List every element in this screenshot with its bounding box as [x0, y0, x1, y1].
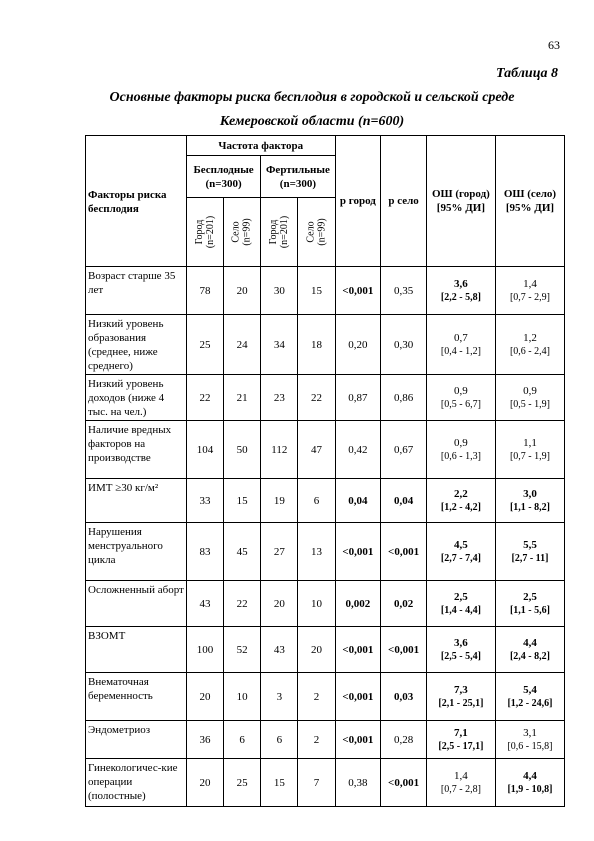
- ci-village-value: [2,7 - 11]: [511, 552, 549, 564]
- frequency-value: 22: [186, 375, 223, 421]
- frequency-value: 22: [298, 375, 335, 421]
- p-city-value: <0,001: [335, 267, 381, 315]
- p-village-value: 0,35: [381, 267, 427, 315]
- or-city-cell: [426, 721, 495, 759]
- or-city-cell: [426, 581, 495, 627]
- ci-village-value: [2,4 - 8,2]: [509, 650, 550, 662]
- p-city-value: <0,001: [335, 673, 381, 721]
- or-city-cell: [426, 267, 495, 315]
- table-row: [86, 759, 565, 807]
- ci-village-value: [1,1 - 5,6]: [509, 604, 550, 616]
- ci-city-value: [0,4 - 1,2]: [440, 345, 481, 357]
- or-village-value: 4,4: [523, 769, 537, 782]
- p-village-value: 0,67: [381, 421, 427, 479]
- p-city-value: <0,001: [335, 721, 381, 759]
- frequency-value: 24: [224, 315, 261, 375]
- frequency-value: 52: [224, 627, 261, 673]
- header-village-fertile: Село (n=99): [298, 198, 335, 267]
- or-city-value: 2,2: [454, 487, 468, 500]
- frequency-value: 18: [298, 315, 335, 375]
- table-row: [86, 673, 565, 721]
- header-or-village: ОШ (село) [95% ДИ]: [495, 136, 564, 267]
- frequency-value: 83: [186, 523, 223, 581]
- or-city-cell: [426, 315, 495, 375]
- frequency-value: 10: [298, 581, 335, 627]
- p-city-value: <0,001: [335, 523, 381, 581]
- frequency-value: 25: [224, 759, 261, 807]
- ci-city-value: [0,7 - 2,8]: [440, 783, 481, 795]
- p-village-value: 0,86: [381, 375, 427, 421]
- or-city-value: 0,9: [454, 384, 468, 397]
- table-row: [86, 523, 565, 581]
- or-village-value: 1,1: [523, 436, 537, 449]
- header-village-infertile: Село (n=99): [224, 198, 261, 267]
- or-city-cell: [426, 759, 495, 807]
- or-city-value: 0,9: [454, 436, 468, 449]
- ci-city-value: [0,6 - 1,3]: [440, 450, 481, 462]
- header-frequency: Частота фактора: [186, 136, 335, 156]
- or-village-cell: [495, 581, 564, 627]
- frequency-value: 20: [186, 673, 223, 721]
- ci-city-value: [2,7 - 7,4]: [440, 552, 481, 564]
- p-city-value: 0,20: [335, 315, 381, 375]
- table-body: [86, 267, 565, 807]
- or-city-cell: [426, 627, 495, 673]
- or-village-value: 0,9: [523, 384, 537, 397]
- frequency-value: 20: [261, 581, 298, 627]
- table-row: [86, 721, 565, 759]
- or-village-cell: [495, 267, 564, 315]
- or-village-value: 2,5: [523, 590, 537, 603]
- factor-name: ИМТ ≥30 кг/м²: [86, 479, 187, 523]
- ci-city-value: [2,2 - 5,8]: [440, 291, 481, 303]
- or-village-cell: [495, 479, 564, 523]
- table-title-line-2: Кемеровской области (n=600): [219, 114, 405, 129]
- or-village-value: 1,4: [523, 277, 537, 290]
- table-row: [86, 267, 565, 315]
- ci-city-value: [1,4 - 4,4]: [440, 604, 481, 616]
- header-city-fertile: Город (n=201): [261, 198, 298, 267]
- frequency-value: 45: [224, 523, 261, 581]
- ci-city-value: [2,5 - 5,4]: [440, 650, 481, 662]
- ci-village-value: [0,7 - 2,9]: [509, 291, 550, 303]
- page-number: 63: [548, 38, 560, 52]
- frequency-value: 6: [261, 721, 298, 759]
- frequency-value: 15: [261, 759, 298, 807]
- p-city-value: 0,04: [335, 479, 381, 523]
- frequency-value: 25: [186, 315, 223, 375]
- p-village-value: <0,001: [381, 627, 427, 673]
- table-title-line-1: Основные факторы риска бесплодия в городской и сельской среде: [109, 90, 515, 105]
- or-village-cell: [495, 315, 564, 375]
- p-city-value: 0,38: [335, 759, 381, 807]
- frequency-value: 20: [224, 267, 261, 315]
- frequency-value: 15: [298, 267, 335, 315]
- ci-city-value: [0,5 - 6,7]: [440, 398, 481, 410]
- ci-city-value: [1,2 - 4,2]: [440, 501, 481, 513]
- header-p-city: р город: [335, 136, 381, 267]
- frequency-value: 30: [261, 267, 298, 315]
- frequency-value: 100: [186, 627, 223, 673]
- or-city-value: 1,4: [454, 769, 468, 782]
- or-city-value: 3,6: [454, 277, 468, 290]
- table-row: [86, 421, 565, 479]
- factor-name: Нарушения менструального цикла: [86, 523, 187, 581]
- frequency-value: 50: [224, 421, 261, 479]
- or-village-cell: [495, 721, 564, 759]
- table-row: [86, 581, 565, 627]
- frequency-value: 22: [224, 581, 261, 627]
- p-village-value: 0,28: [381, 721, 427, 759]
- or-village-cell: [495, 421, 564, 479]
- frequency-value: 47: [298, 421, 335, 479]
- table-row: [86, 627, 565, 673]
- or-city-value: 2,5: [454, 590, 468, 603]
- factor-name: Гинекологичес-кие операции (полостные): [86, 759, 187, 807]
- p-village-value: 0,04: [381, 479, 427, 523]
- or-village-value: 1,2: [523, 331, 537, 344]
- risk-factors-table: [85, 135, 565, 807]
- p-village-value: 0,02: [381, 581, 427, 627]
- frequency-value: 10: [224, 673, 261, 721]
- p-city-value: 0,42: [335, 421, 381, 479]
- header-or-city: ОШ (город) [95% ДИ]: [426, 136, 495, 267]
- ci-village-value: [1,1 - 8,2]: [509, 501, 550, 513]
- frequency-value: 13: [298, 523, 335, 581]
- ci-village-value: [1,2 - 24,6]: [507, 697, 553, 709]
- frequency-value: 6: [224, 721, 261, 759]
- p-city-value: 0,002: [335, 581, 381, 627]
- frequency-value: 34: [261, 315, 298, 375]
- ci-village-value: [0,5 - 1,9]: [509, 398, 550, 410]
- or-city-cell: [426, 375, 495, 421]
- factor-name: ВЗОМТ: [86, 627, 187, 673]
- or-city-value: 7,3: [454, 683, 468, 696]
- factor-name: Низкий уровень доходов (ниже 4 тыс. на чел.): [86, 375, 187, 421]
- header-city-infertile: Город (n=201): [186, 198, 223, 267]
- frequency-value: 3: [261, 673, 298, 721]
- frequency-value: 43: [186, 581, 223, 627]
- or-city-value: 4,5: [454, 538, 468, 551]
- or-village-cell: [495, 627, 564, 673]
- p-village-value: 0,03: [381, 673, 427, 721]
- or-village-value: 5,4: [523, 683, 537, 696]
- ci-village-value: [0,6 - 15,8]: [507, 740, 553, 752]
- frequency-value: 33: [186, 479, 223, 523]
- table-row: [86, 479, 565, 523]
- frequency-value: 43: [261, 627, 298, 673]
- or-village-value: 5,5: [523, 538, 537, 551]
- p-city-value: 0,87: [335, 375, 381, 421]
- frequency-value: 2: [298, 673, 335, 721]
- p-village-value: <0,001: [381, 759, 427, 807]
- or-village-cell: [495, 375, 564, 421]
- or-village-value: 4,4: [523, 636, 537, 649]
- frequency-value: 21: [224, 375, 261, 421]
- frequency-value: 36: [186, 721, 223, 759]
- factor-name: Возраст старше 35 лет: [86, 267, 187, 315]
- or-village-cell: [495, 523, 564, 581]
- or-city-cell: [426, 523, 495, 581]
- frequency-value: 7: [298, 759, 335, 807]
- or-village-value: 3,0: [523, 487, 537, 500]
- table-row: [86, 375, 565, 421]
- factor-name: Осложненный аборт: [86, 581, 187, 627]
- header-factors: Факторы риска бесплодия: [86, 136, 187, 267]
- frequency-value: 19: [261, 479, 298, 523]
- frequency-value: 27: [261, 523, 298, 581]
- or-city-cell: [426, 673, 495, 721]
- frequency-value: 104: [186, 421, 223, 479]
- p-city-value: <0,001: [335, 627, 381, 673]
- factor-name: Эндометриоз: [86, 721, 187, 759]
- or-city-value: 3,6: [454, 636, 468, 649]
- frequency-value: 20: [186, 759, 223, 807]
- ci-village-value: [0,7 - 1,9]: [509, 450, 550, 462]
- frequency-value: 2: [298, 721, 335, 759]
- or-city-cell: [426, 421, 495, 479]
- ci-village-value: [0,6 - 2,4]: [509, 345, 550, 357]
- or-village-value: 3,1: [523, 726, 537, 739]
- ci-city-value: [2,5 - 17,1]: [438, 740, 484, 752]
- factor-name: Внематочная беременность: [86, 673, 187, 721]
- p-village-value: <0,001: [381, 523, 427, 581]
- p-village-value: 0,30: [381, 315, 427, 375]
- table-label: Таблица 8: [496, 66, 558, 81]
- header-infertile: Бесплодные (n=300): [186, 156, 260, 198]
- frequency-value: 78: [186, 267, 223, 315]
- frequency-value: 6: [298, 479, 335, 523]
- factor-name: Низкий уровень образования (среднее, ниже среднего): [86, 315, 187, 375]
- factor-name: Наличие вредных факторов на производстве: [86, 421, 187, 479]
- or-city-value: 0,7: [454, 331, 468, 344]
- or-city-value: 7,1: [454, 726, 468, 739]
- header-p-village: р село: [381, 136, 427, 267]
- ci-village-value: [1,9 - 10,8]: [507, 783, 553, 795]
- table-row: [86, 315, 565, 375]
- or-village-cell: [495, 759, 564, 807]
- or-city-cell: [426, 479, 495, 523]
- header-fertile: Фертильные (n=300): [261, 156, 335, 198]
- or-village-cell: [495, 673, 564, 721]
- frequency-value: 23: [261, 375, 298, 421]
- frequency-value: 15: [224, 479, 261, 523]
- frequency-value: 112: [261, 421, 298, 479]
- frequency-value: 20: [298, 627, 335, 673]
- ci-city-value: [2,1 - 25,1]: [438, 697, 484, 709]
